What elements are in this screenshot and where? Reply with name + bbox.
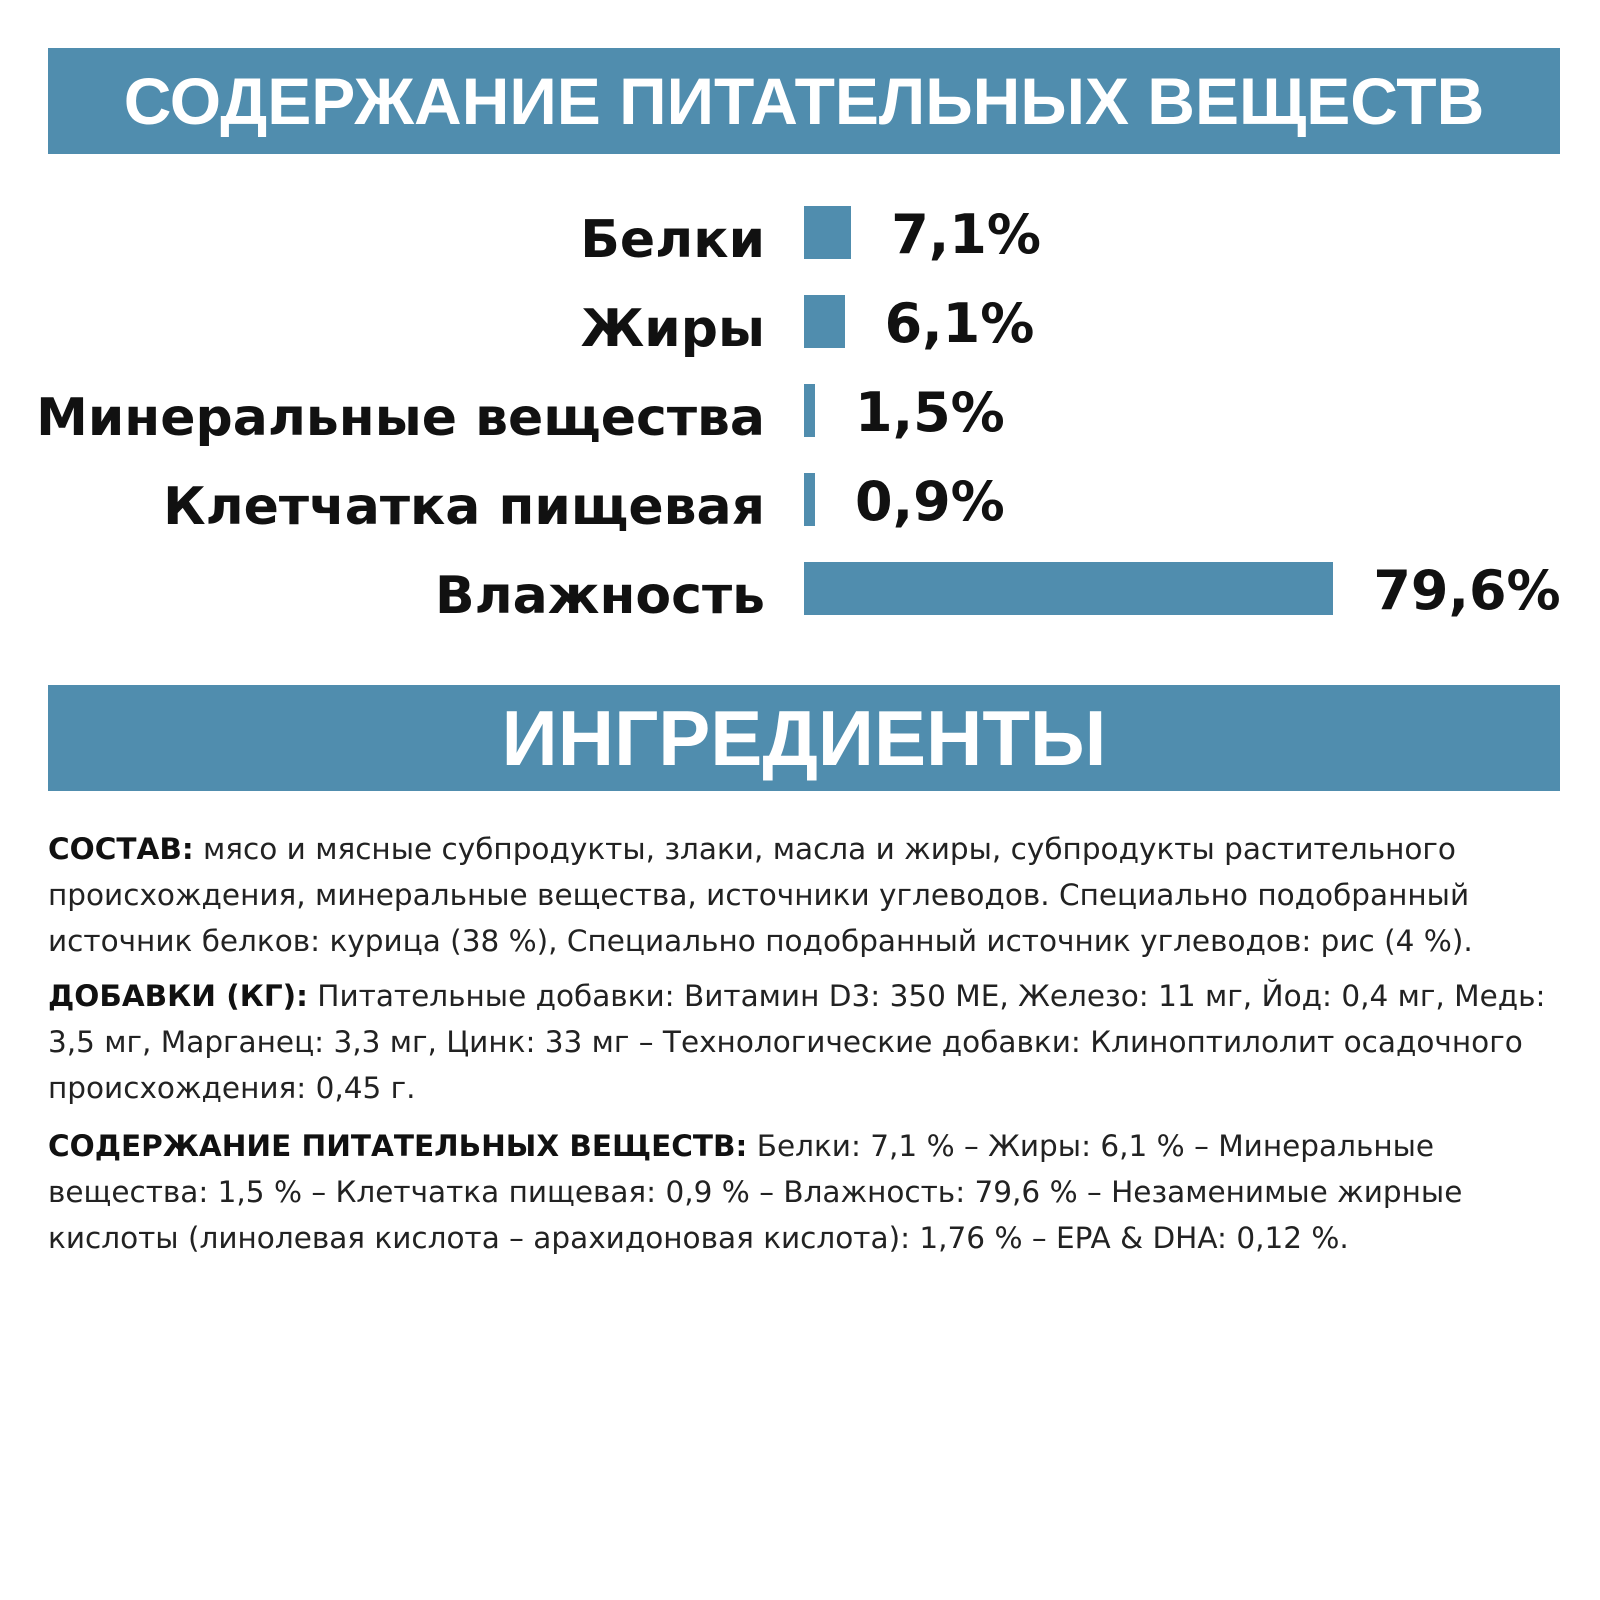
chart-bar (804, 473, 815, 526)
chart-row (0, 373, 1600, 463)
chart-bar (804, 384, 815, 437)
ingredients-section-title: ИНГРЕДИЕНТЫ (48, 685, 1560, 791)
chart-row (0, 284, 1600, 374)
chart-category-label: Влажность (434, 566, 765, 626)
nutrients-section-title: СОДЕРЖАНИЕ ПИТАТЕЛЬНЫХ ВЕЩЕСТВ (48, 48, 1560, 154)
chart-bar (804, 295, 845, 348)
chart-row (0, 462, 1600, 552)
chart-value-label: 79,6% (1373, 559, 1561, 622)
chart-bar (804, 206, 851, 259)
chart-bar (804, 562, 1333, 615)
nutrient-content-label: СОДЕРЖАНИЕ ПИТАТЕЛЬНЫХ ВЕЩЕСТВ: (48, 1129, 748, 1163)
additives-paragraph (48, 973, 1568, 1111)
chart-row (0, 195, 1600, 285)
chart-value-label: 0,9% (855, 470, 1005, 533)
chart-category-label: Клетчатка пищевая (163, 477, 765, 537)
composition-label: СОСТАВ: (48, 832, 194, 866)
chart-category-label: Жиры (580, 299, 765, 359)
composition-paragraph (48, 826, 1568, 964)
additives-label: ДОБАВКИ (КГ): (48, 979, 308, 1013)
nutrient-bar-chart (0, 195, 1600, 640)
nutrient-content-paragraph (48, 1123, 1568, 1261)
chart-category-label: Белки (580, 210, 765, 270)
chart-value-label: 6,1% (884, 292, 1035, 355)
additives-text: Питательные добавки: Витамин D3: 350 МЕ, Железо: 11 мг, Йод: 0,4 мг, Медь: 3,5 мг, Марганец: 3,3 мг, Цинк: 33 мг – Технологические добавки: Клиноптилолит осадочного происхождения: 0,45 г. (48, 979, 1546, 1105)
chart-category-label: Минеральные вещества (36, 388, 765, 448)
chart-value-label: 7,1% (891, 203, 1041, 266)
chart-row (0, 551, 1600, 641)
nutrient-content-text: Белки: 7,1 % – Жиры: 6,1 % – Минеральные вещества: 1,5 % – Клетчатка пищевая: 0,9 % – Влажность: 79,6 % – Незаменимые жирные кислоты (линолевая кислота – арахидоновая кислота): 1,76 % – EPA & DHA: 0,12 %. (48, 1129, 1463, 1255)
composition-text: мясо и мясные субпродукты, злаки, масла и жиры, субпродукты растительного происхождения, минеральные вещества, источники углеводов. Специально подобранный источник белков: курица (38 %), Специально подобранный источник углеводов: рис (4 %). (48, 832, 1473, 958)
chart-value-label: 1,5% (855, 381, 1005, 444)
